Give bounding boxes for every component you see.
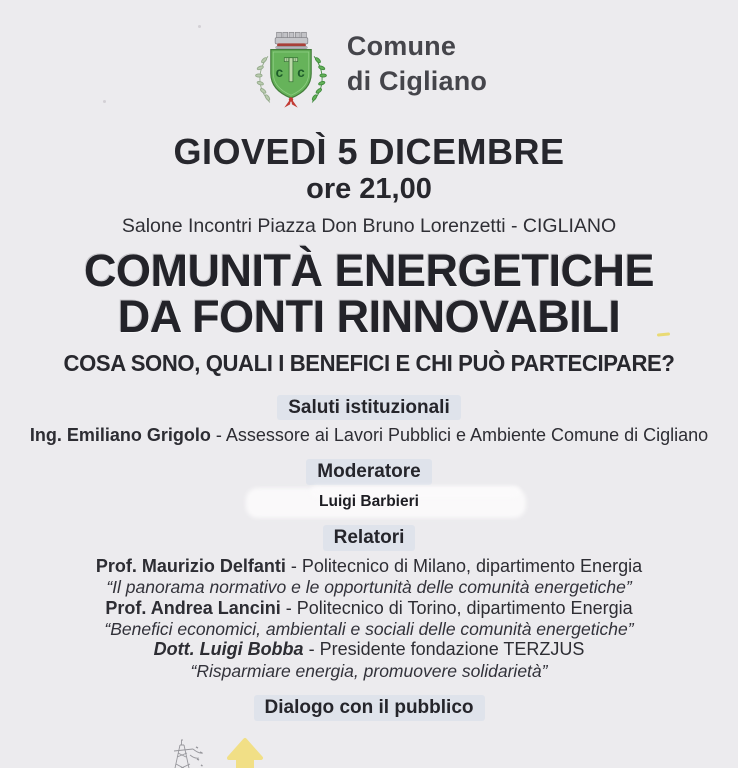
section-relatori: [0, 525, 738, 681]
event-title-line1: COMUNITÀ ENERGETICHE: [83, 245, 654, 297]
speaker-affiliation: - Presidente fondazione TERZJUS: [308, 639, 585, 660]
saluti-speaker-name: Ing. Emiliano Grigolo: [29, 425, 211, 446]
saluti-speaker-line: [0, 425, 738, 447]
speaker-line: [0, 556, 738, 577]
speaker-affiliation: - Politecnico di Torino, dipartimento Energia: [285, 597, 633, 618]
crest-letter-left: c: [275, 64, 284, 80]
right-laurel-branch-icon: [311, 56, 326, 102]
speaker-talk-title: “Risparmiare energia, promuovere solidarietà”: [190, 660, 548, 681]
event-venue: Salone Incontri Piazza Don Bruno Lorenzetti - CIGLIANO: [121, 214, 617, 237]
dialogo-heading: Dialogo con il pubblico: [254, 695, 485, 721]
relatori-heading: Relatori: [323, 525, 416, 551]
header-logo: [0, 0, 738, 112]
org-name-line1: Comune: [346, 31, 457, 62]
yellow-up-arrow-icon: [226, 737, 264, 768]
event-time: ore 21,00: [306, 172, 432, 205]
paper-speck: [103, 100, 106, 103]
speaker-name: Dott. Luigi Bobba: [153, 639, 304, 660]
event-date: GIOVEDÌ 5 DICEMBRE: [173, 131, 565, 172]
moderatore-name-row: [0, 493, 738, 515]
event-title: [0, 245, 738, 342]
saluti-speaker-role: - Assessore ai Lavori Pubblici e Ambiente Comune di Cigliano: [215, 425, 709, 446]
section-dialogo: [0, 695, 738, 721]
moderatore-heading: Moderatore: [306, 459, 431, 485]
green-shield-icon: [271, 50, 311, 98]
event-title-line2: DA FONTI RINNOVABILI: [117, 290, 621, 342]
left-olive-branch-icon: [255, 56, 270, 102]
red-ribbon-icon: [284, 97, 297, 107]
speaker-affiliation: - Politecnico di Milano, dipartimento Energia: [290, 555, 643, 576]
speaker-name: Prof. Andrea Lancini: [105, 597, 281, 618]
saluti-heading: Saluti istituzionali: [277, 395, 461, 421]
power-pylon-sketch-icon: [160, 738, 206, 768]
moderatore-name: Luigi Barbieri: [319, 492, 419, 510]
speaker-name: Prof. Maurizio Delfanti: [95, 555, 286, 576]
mural-crown-icon: [275, 32, 308, 48]
event-subtitle: COSA SONO, QUALI I BENEFICI E CHI PUÒ PARTECIPARE?: [63, 350, 675, 377]
relatori-speakers: [0, 556, 738, 682]
speaker-talk-title: “Il panorama normativo e le opportunità delle comunità energetiche”: [106, 576, 632, 597]
section-moderatore: [0, 459, 738, 515]
organization-name: [347, 29, 487, 98]
speaker-line: [0, 639, 738, 660]
org-name-line2: di Cigliano: [346, 66, 488, 96]
speaker-line: [0, 598, 738, 619]
paper-speck: [198, 25, 201, 28]
cigliano-coat-of-arms-icon: [251, 16, 331, 112]
crest-letter-right: c: [297, 64, 305, 80]
speaker-talk-title: “Benefici economici, ambientali e sociali delle comunità energetiche”: [104, 618, 634, 639]
section-saluti: [0, 395, 738, 447]
